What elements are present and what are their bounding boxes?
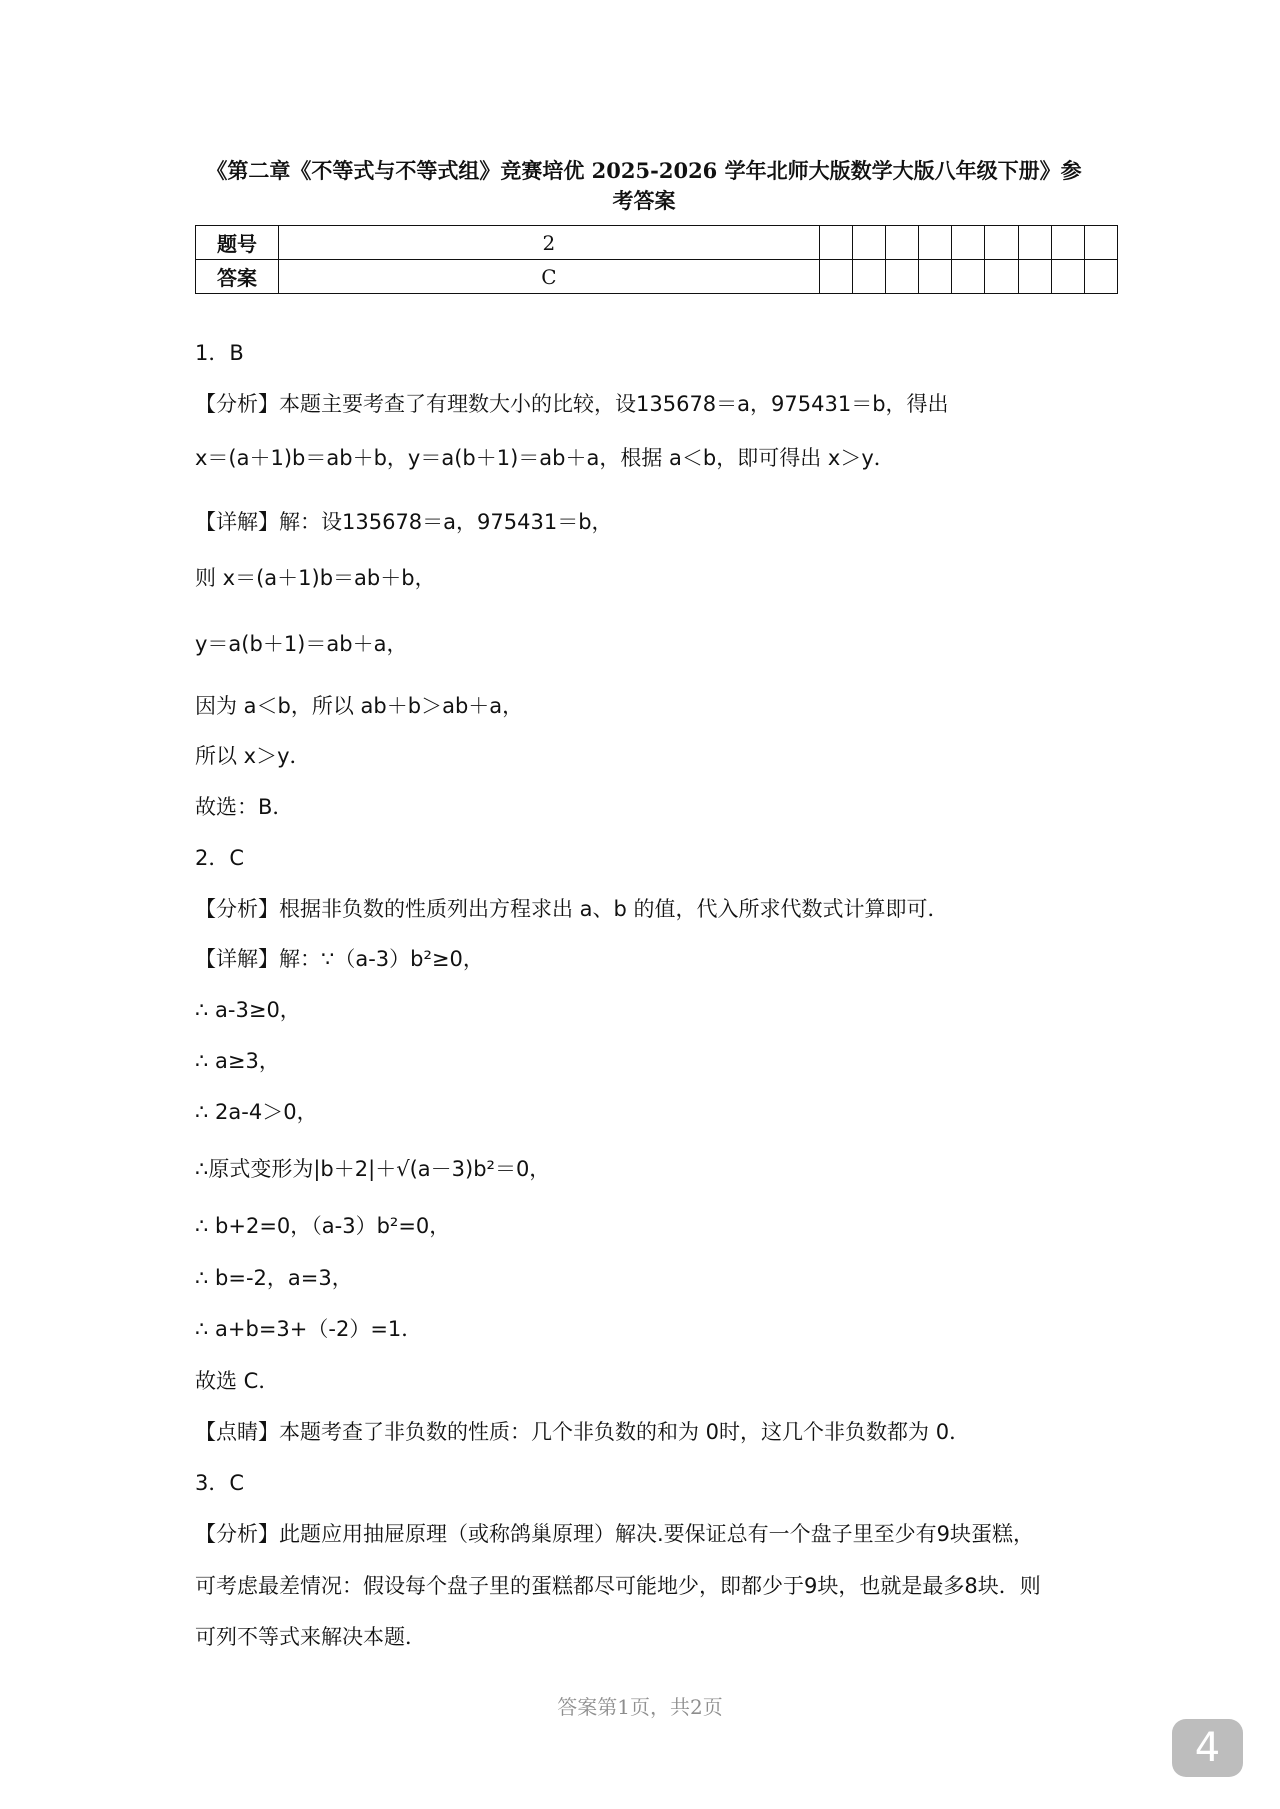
answer-cell: [852, 260, 885, 294]
q1-step-compare: 因为 a＜b，所以 ab＋b＞ab＋a，: [195, 694, 524, 718]
answer-table: [195, 225, 1118, 294]
answer-table-number-row: [196, 226, 1118, 260]
q2-heading: 2．C: [195, 846, 245, 870]
q2-step-3: ∴ 2a-4＞0，: [195, 1100, 318, 1124]
number-cell: [885, 226, 918, 260]
q2-remark: 【点睛】本题考查了非负数的性质：几个非负数的和为 0时，这几个非负数都为 0．: [195, 1420, 971, 1444]
q3-analysis-1: 【分析】此题应用抽屉原理（或称鸽巢原理）解决.要保证总有一个盘子里至少有9块蛋糕，: [195, 1522, 1035, 1546]
number-row-label: 题号: [196, 226, 279, 260]
q1-detail: 【详解】解：设135678＝a，975431＝b，: [195, 510, 613, 534]
answer-cell: [1084, 260, 1117, 294]
q1-heading: 1．B: [195, 341, 244, 365]
q2-step-6: ∴ b=-2，a=3，: [195, 1266, 353, 1290]
answer-cell: [985, 260, 1018, 294]
answer-cell: [919, 260, 952, 294]
q1-step-x: 则 x＝(a＋1)b＝ab＋b，: [195, 566, 436, 590]
q2-detail: 【详解】解：∵（a-3）b²≥0，: [195, 947, 484, 971]
title-line-2: 考答案: [612, 188, 676, 213]
q3-analysis-3: 可列不等式来解决本题．: [195, 1625, 426, 1649]
answer-cell: C: [279, 260, 820, 294]
q2-choice: 故选 C．: [195, 1369, 280, 1393]
number-cell: [919, 226, 952, 260]
title-line-1: 《第二章《不等式与不等式组》竞赛培优 2025-2026 学年北师大版数学大版八年级下册》参: [206, 158, 1082, 183]
answer-cell: [1018, 260, 1051, 294]
number-cell: [852, 226, 885, 260]
number-cell: [952, 226, 985, 260]
q2-step-5: ∴ b+2=0，（a-3）b²=0，: [195, 1214, 451, 1238]
q2-step-1: ∴ a-3≥0，: [195, 998, 301, 1022]
q1-step-y: y＝a(b＋1)＝ab＋a，: [195, 632, 408, 656]
answer-cell: [1051, 260, 1084, 294]
q2-step-2: ∴ a≥3，: [195, 1049, 280, 1073]
answer-cell: [885, 260, 918, 294]
q1-analysis: 【分析】本题主要考查了有理数大小的比较，设135678＝a，975431＝b，得出: [195, 392, 949, 416]
q1-choice: 故选：B．: [195, 795, 294, 819]
q1-step-conclusion: 所以 x＞y．: [195, 744, 311, 768]
document-title: [190, 156, 1098, 216]
answer-cell: [819, 260, 852, 294]
q3-analysis-2: 可考虑最差情况：假设每个盘子里的蛋糕都尽可能地少，即都少于9块，也就是最多8块．则: [195, 1574, 1041, 1598]
q3-heading: 3．C: [195, 1471, 245, 1495]
q2-analysis: 【分析】根据非负数的性质列出方程求出 a、b 的值，代入所求代数式计算即可．: [195, 897, 949, 921]
number-cell: [1051, 226, 1084, 260]
number-cell: [1084, 226, 1117, 260]
answer-row-label: 答案: [196, 260, 279, 294]
q2-step-4: ∴原式变形为|b＋2|＋√(a－3)b²＝0，: [195, 1157, 551, 1181]
number-cell: 2: [279, 226, 820, 260]
page-number-badge[interactable]: 4: [1172, 1719, 1243, 1777]
number-cell: [1018, 226, 1051, 260]
answer-cell: [952, 260, 985, 294]
q1-analysis-formula: x＝(a＋1)b＝ab＋b，y＝a(b＋1)＝ab＋a，根据 a＜b，即可得出 x＞y．: [195, 446, 895, 470]
q2-step-7: ∴ a+b=3+（-2）=1．: [195, 1317, 423, 1341]
answer-table-answer-row: [196, 260, 1118, 294]
page-footer: 答案第1页，共2页: [557, 1695, 723, 1719]
number-cell: [985, 226, 1018, 260]
number-cell: [819, 226, 852, 260]
